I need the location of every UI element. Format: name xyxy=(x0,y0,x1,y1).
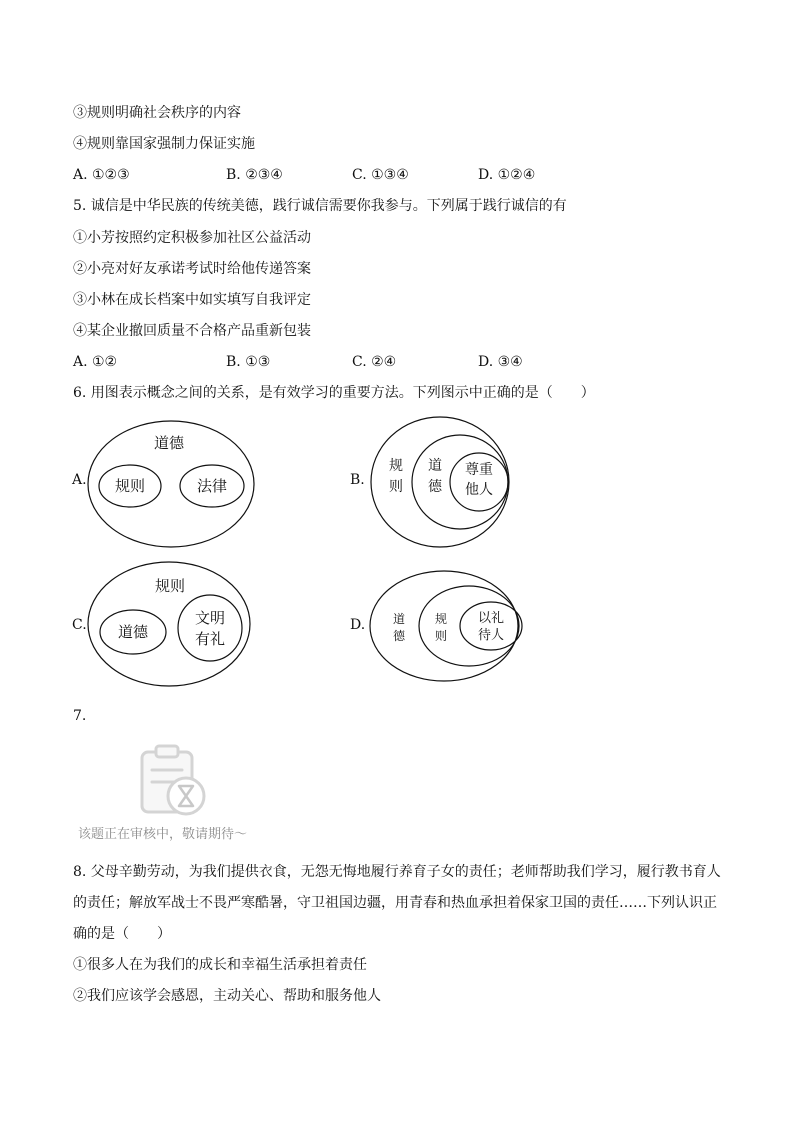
diagram-d-middle-ellipse xyxy=(419,586,519,666)
diagram-c-right-label-2: 有礼 xyxy=(194,630,226,648)
diagram-b-middle-label-1: 道 xyxy=(428,458,442,474)
diagram-d-middle-label-1: 规 xyxy=(434,612,448,626)
q6-diagram-a[interactable] xyxy=(86,418,256,550)
q5-stem: 5. 诚信是中华民族的传统美德，践行诚信需要你我参与。下列属于践行诚信的有 xyxy=(73,198,567,214)
q6-option-b-label[interactable]: B. xyxy=(350,472,365,488)
q4-option-b[interactable]: B. ②③④ xyxy=(226,167,283,183)
q6-diagram-c[interactable] xyxy=(86,560,256,692)
diagram-c-left-label: 道德 xyxy=(117,623,149,641)
q6-option-c-label[interactable]: C. xyxy=(72,617,87,633)
q4-option-c[interactable]: C. ①③④ xyxy=(352,167,409,183)
diagram-a-outer-label: 道德 xyxy=(153,434,185,452)
q6-diagram-b[interactable] xyxy=(368,414,518,550)
q6-option-d-label[interactable]: D. xyxy=(350,617,366,633)
q5-option-b[interactable]: B. ①③ xyxy=(226,354,271,370)
q4-option-a[interactable]: A. ①②③ xyxy=(73,167,130,183)
diagram-d-inner-label-1: 以礼 xyxy=(477,611,505,626)
q8-item-2: ②我们应该学会感恩，主动关心、帮助和服务他人 xyxy=(73,988,381,1004)
diagram-d-outer-label-1: 道 xyxy=(392,612,406,626)
q8-stem-line-3: 确的是（ ） xyxy=(73,926,171,942)
diagram-b-outer-label-1: 规 xyxy=(389,458,403,474)
pending-review-caption: 该题正在审核中，敬请期待～ xyxy=(78,827,248,842)
q4-item-4: ④规则靠国家强制力保证实施 xyxy=(73,136,255,152)
diagram-c-right-label-1: 文明 xyxy=(194,609,226,627)
q6-stem: 6. 用图表示概念之间的关系，是有效学习的重要方法。下列图示中正确的是（ ） xyxy=(73,385,595,401)
q5-item-2: ②小亮对好友承诺考试时给他传递答案 xyxy=(73,261,311,277)
q8-stem-line-1: 8. 父母辛勤劳动，为我们提供衣食，无怨无悔地履行养育子女的责任；老师帮助我们学习，履行教书育人 xyxy=(73,864,721,880)
diagram-b-middle-label-2: 德 xyxy=(428,479,442,495)
q8-item-1: ①很多人在为我们的成长和幸福生活承担着责任 xyxy=(73,957,367,973)
q7-number: 7. xyxy=(73,708,87,724)
diagram-b-outer-label-2: 则 xyxy=(389,479,403,495)
diagram-d-outer-ellipse xyxy=(370,571,518,681)
clipboard-hourglass-icon xyxy=(136,742,210,818)
diagram-d-outer-label-2: 德 xyxy=(392,629,406,643)
q4-option-d[interactable]: D. ①②④ xyxy=(478,167,536,183)
q5-option-d[interactable]: D. ③④ xyxy=(478,354,523,370)
q6-option-a-label[interactable]: A. xyxy=(72,472,87,488)
q4-item-3: ③规则明确社会秩序的内容 xyxy=(73,105,241,121)
diagram-a-left-label: 规则 xyxy=(114,477,146,495)
diagram-a-right-label: 法律 xyxy=(196,477,228,495)
q6-diagram-d[interactable] xyxy=(368,568,524,684)
diagram-b-middle-ellipse xyxy=(412,435,508,529)
q8-stem-line-2: 的责任；解放军战士不畏严寒酷暑，守卫祖国边疆，用青春和热血承担着保家卫国的责任……下列认识正 xyxy=(73,895,717,911)
diagram-b-inner-label-2: 他人 xyxy=(465,482,493,498)
diagram-d-inner-label-2: 待人 xyxy=(477,628,505,643)
q5-option-c[interactable]: C. ②④ xyxy=(352,354,397,370)
q5-item-4: ④某企业撤回质量不合格产品重新包装 xyxy=(73,323,311,339)
diagram-c-outer-label: 规则 xyxy=(154,577,186,595)
diagram-c-right-ellipse xyxy=(178,595,242,661)
diagram-d-middle-label-2: 则 xyxy=(434,629,448,643)
q5-item-1: ①小芳按照约定积极参加社区公益活动 xyxy=(73,230,311,246)
q5-option-a[interactable]: A. ①② xyxy=(73,354,118,370)
q5-item-3: ③小林在成长档案中如实填写自我评定 xyxy=(73,292,311,308)
diagram-b-inner-label-1: 尊重 xyxy=(465,462,493,478)
